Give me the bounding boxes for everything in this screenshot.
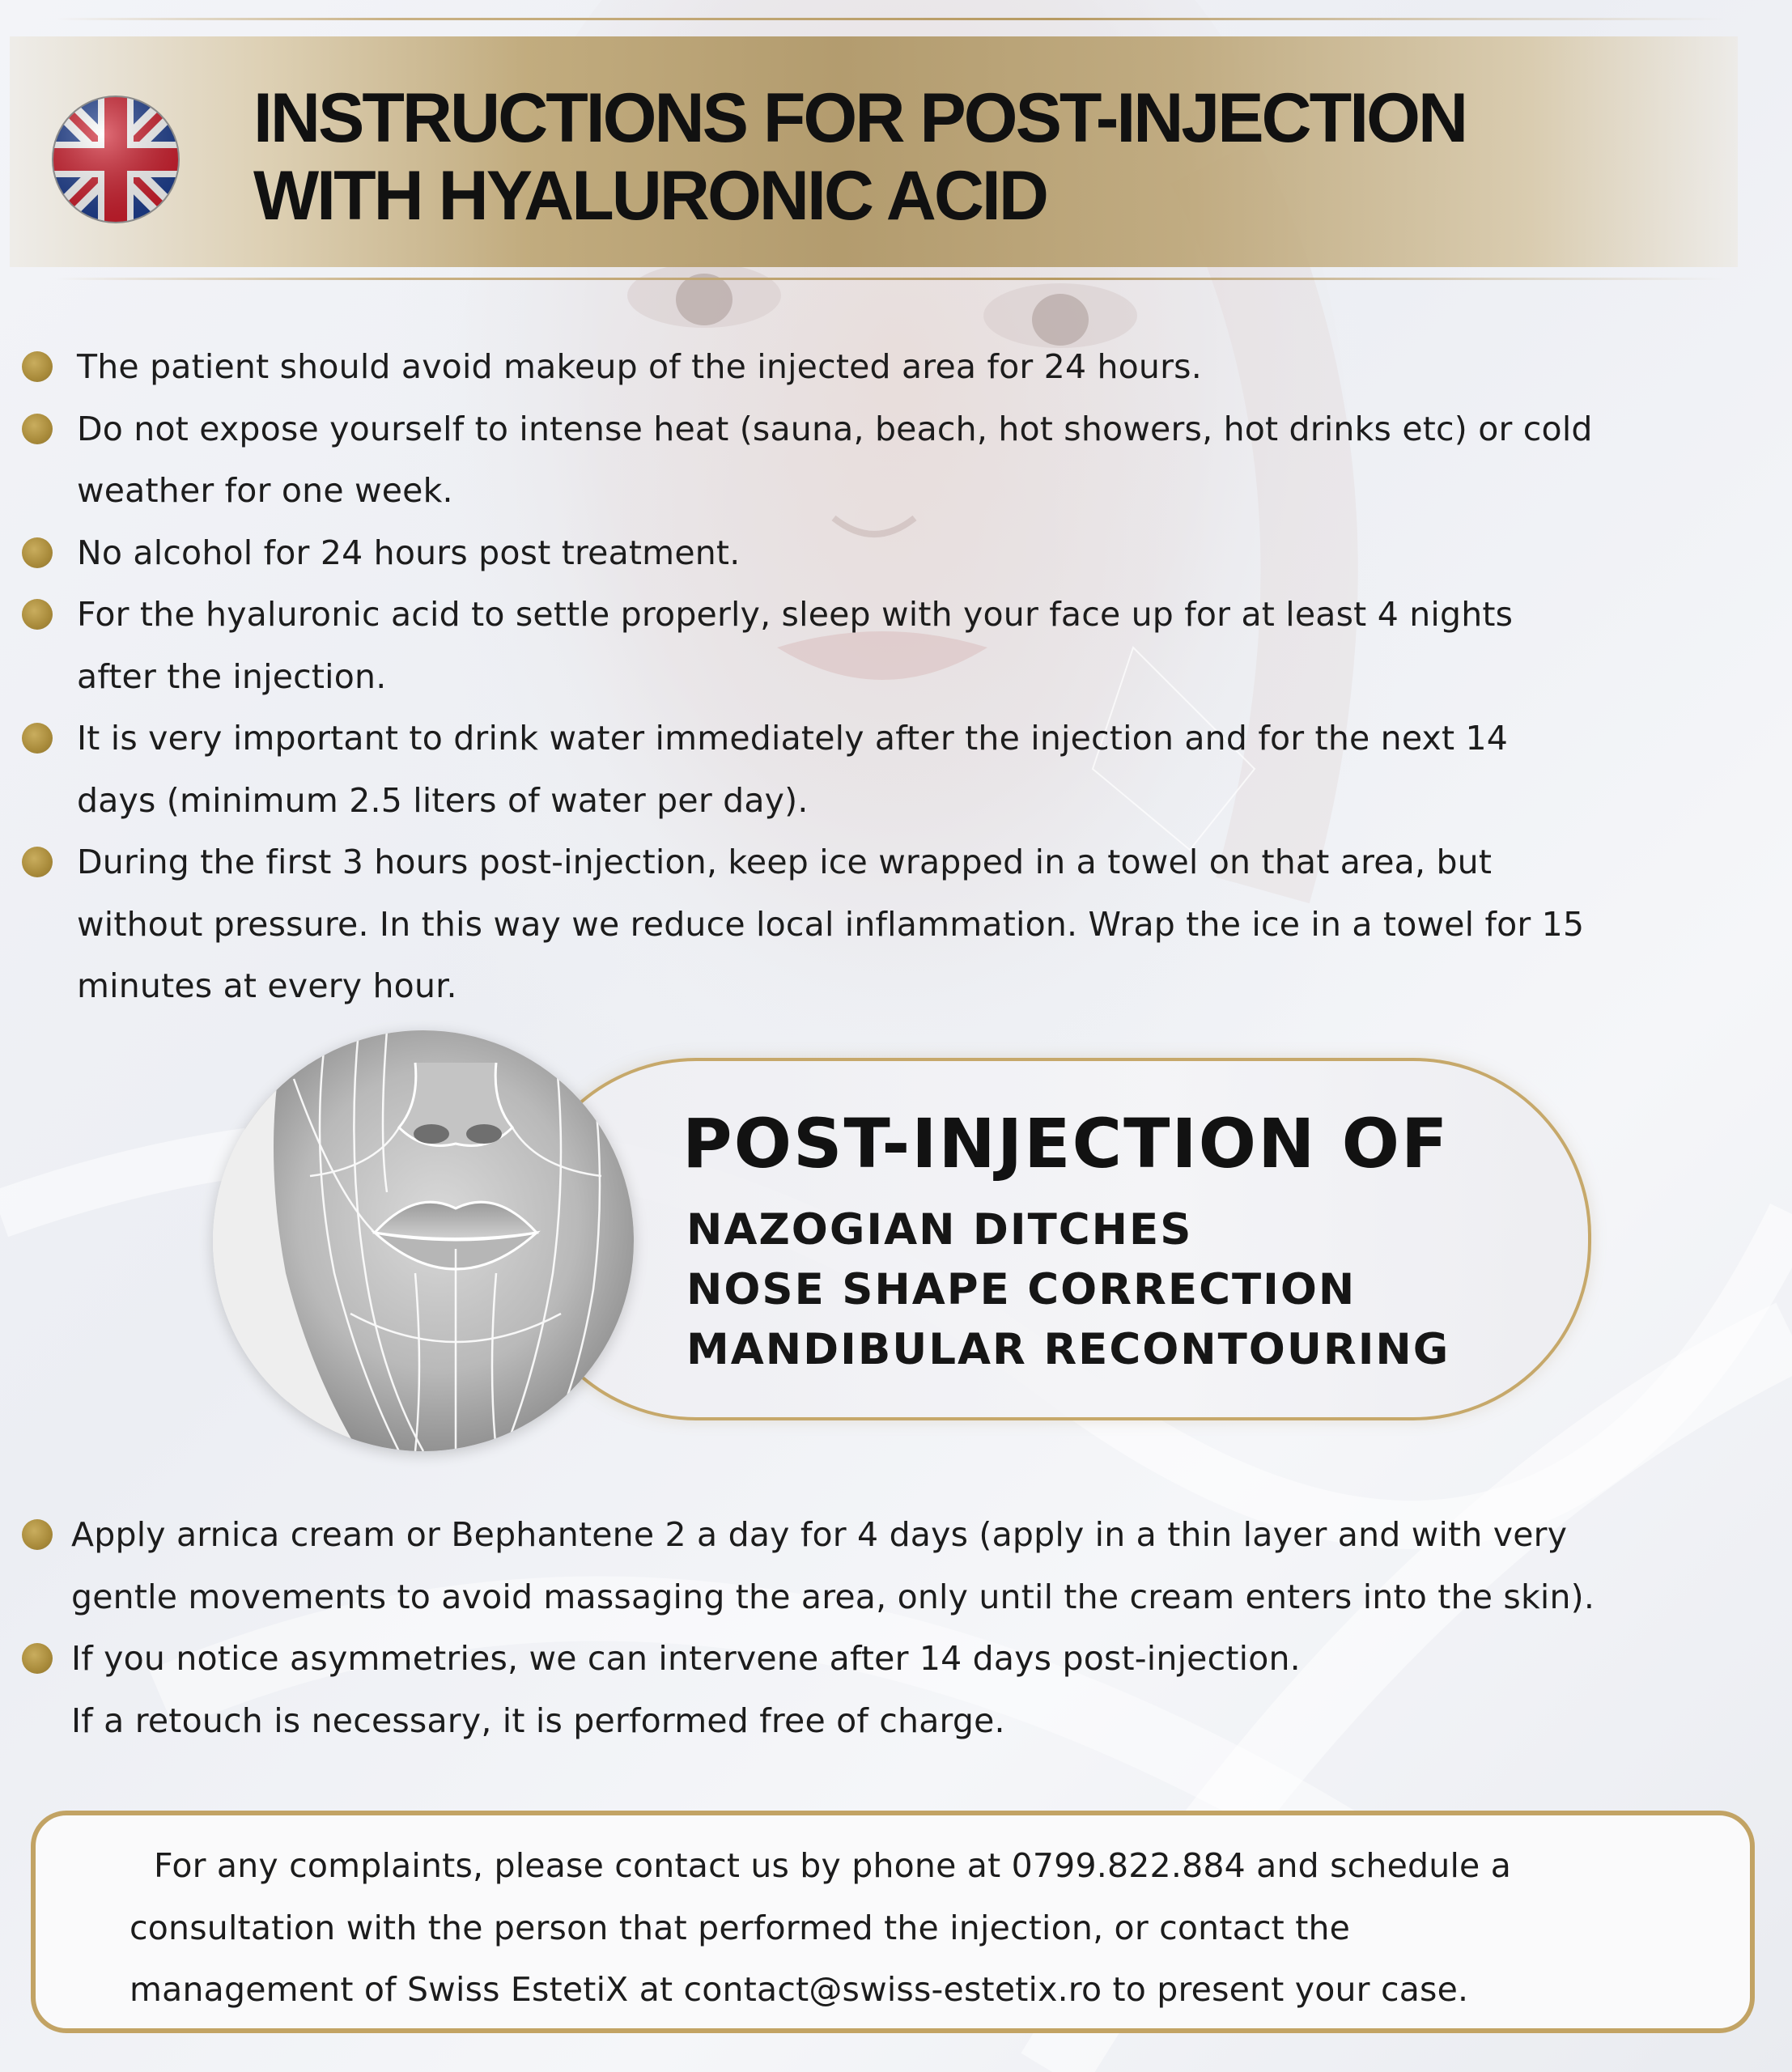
bullet-icon (22, 599, 53, 630)
list-item: No alcohol for 24 hours post treatment. (77, 522, 1785, 584)
list-item: If you notice asymmetries, we can intervene after 14 days post-injection. If a retouch is necessary, it is performed free of charge. (71, 1628, 1787, 1751)
post-injection-list (686, 1200, 1450, 1380)
post-injection-item: NOSE SHAPE CORRECTION (686, 1265, 1357, 1314)
list-item: During the first 3 hours post-injection, keep ice wrapped in a towel on that area, but without pressure. In this way we reduce local inflammation. Wrap the ice in a towel for 15 minutes at every hour. (77, 831, 1785, 1017)
lips-face-illustration (213, 1030, 634, 1451)
contact-line-2: consultation with the person that performed the injection, or contact the (130, 1908, 1351, 1947)
title-line-2: WITH HYALURONIC ACID (253, 157, 1047, 235)
bullet-icon (22, 723, 53, 754)
list-item: It is very important to drink water immediately after the injection and for the next 14 days (minimum 2.5 liters of water per day). (77, 707, 1785, 831)
title-line-1: INSTRUCTIONS FOR POST-INJECTION (253, 79, 1467, 157)
instructions-bottom-list (71, 1504, 1787, 1751)
contact-line-3: management of Swiss EstetiX at contact@swiss-estetix.ro to present your case. (130, 1970, 1469, 2009)
header-bottom-rule (57, 278, 1724, 280)
bullet-icon (22, 537, 53, 568)
post-injection-item: NAZOGIAN DITCHES (686, 1205, 1193, 1255)
header-top-rule (57, 18, 1724, 20)
post-injection-title: POST-INJECTION OF (682, 1104, 1450, 1183)
list-item: For the hyaluronic acid to settle properly, sleep with your face up for at least 4 nights after the injection. (77, 584, 1785, 707)
bullet-icon (22, 1643, 53, 1674)
list-item: The patient should avoid makeup of the injected area for 24 hours. (77, 336, 1785, 398)
bullet-icon (22, 351, 53, 382)
uk-flag-icon (51, 95, 180, 224)
post-injection-item: MANDIBULAR RECONTOURING (686, 1325, 1450, 1374)
instructions-top-list (77, 336, 1785, 1017)
bullet-icon (22, 414, 53, 444)
bullet-icon (22, 847, 53, 877)
contact-text (101, 1835, 1720, 2021)
bullet-icon (22, 1519, 53, 1550)
list-item: Apply arnica cream or Bephantene 2 a day for 4 days (apply in a thin layer and with very gentle movements to avoid massaging the area, only until the cream enters into the skin). (71, 1504, 1787, 1628)
contact-line-1: For any complaints, please contact us by phone at 0799.822.884 and schedule a (154, 1846, 1512, 1885)
list-item: Do not expose yourself to intense heat (sauna, beach, hot showers, hot drinks etc) or cold weather for one week. (77, 398, 1785, 522)
page-title (253, 79, 1466, 235)
